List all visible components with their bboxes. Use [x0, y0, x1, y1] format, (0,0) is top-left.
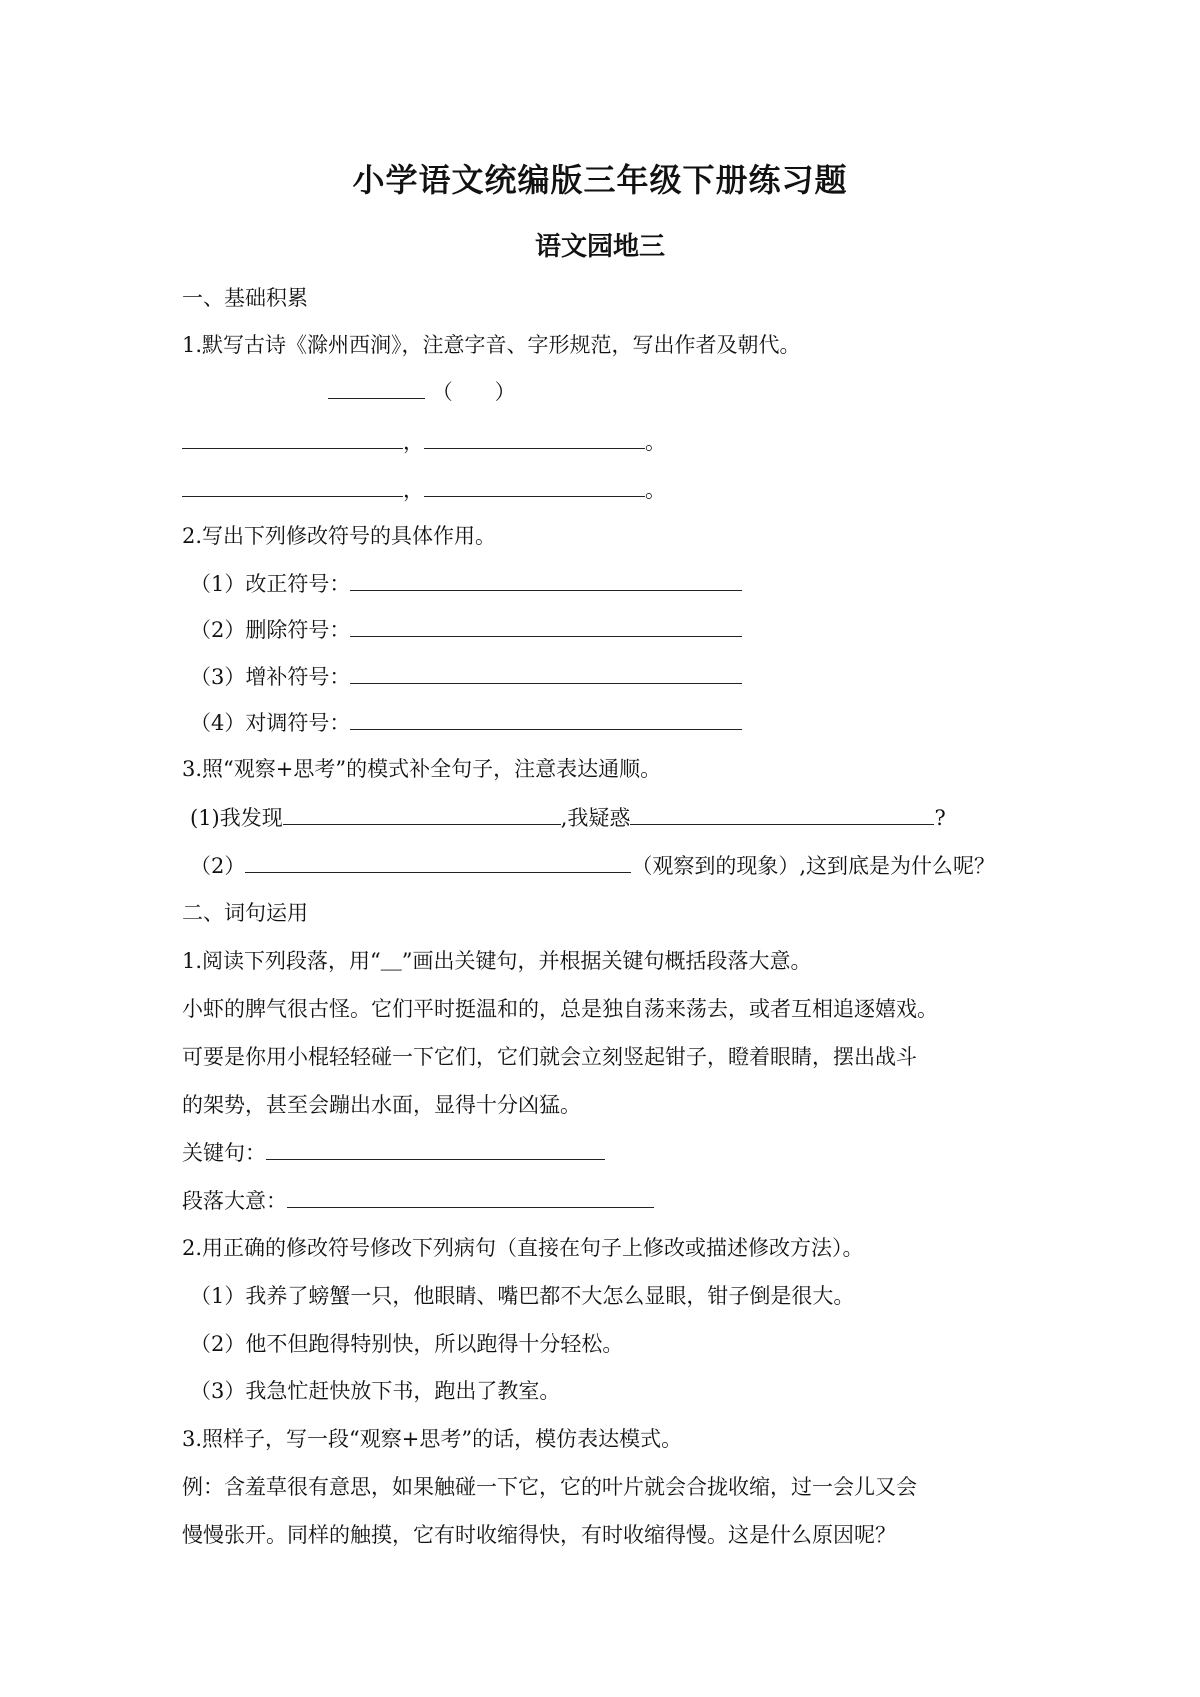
- observe-item-2: [190, 850, 995, 881]
- key-sentence-blank[interactable]: [266, 1137, 605, 1160]
- symbol-item: [190, 614, 742, 645]
- section2-q2-prompt: 2.用正确的修改符号修改下列病句（直接在句子上修改或描述修改方法）。: [182, 1236, 864, 1260]
- page-title: 小学语文统编版三年级下册练习题: [352, 161, 848, 199]
- poem-period: 。: [645, 478, 666, 502]
- answer-blank[interactable]: [630, 802, 934, 825]
- faulty-sentence[interactable]: （1）我养了螃蟹一只，他眼睛、嘴巴都不大怎么显眼，钳子倒是很大。: [190, 1284, 855, 1308]
- main-idea-blank[interactable]: [287, 1185, 654, 1208]
- symbol-item: [190, 707, 742, 738]
- observe-question-mark: ?: [934, 806, 946, 830]
- poem-author-paren: （ ）: [431, 380, 516, 404]
- observe-label: （观察到的现象）,这到底是为什么呢？: [631, 854, 996, 878]
- key-sentence-label: 关键句：: [182, 1141, 266, 1165]
- passage-line: 可要是你用小棍轻轻碰一下它们，它们就会立刻竖起钳子，瞪着眼睛，摆出战斗: [182, 1045, 917, 1069]
- symbol-item: [190, 568, 742, 599]
- page-subtitle: 语文园地三: [534, 232, 665, 262]
- answer-blank[interactable]: [245, 850, 631, 873]
- symbol-item-label: （2）删除符号：: [190, 618, 351, 642]
- observe-item-1: [190, 802, 946, 833]
- section2-q3-prompt: 3.照样子，写一段“观察+思考”的话，模仿表达模式。: [182, 1427, 683, 1451]
- poem-comma: ，: [403, 478, 424, 502]
- symbol-item-label: （3）增补符号：: [190, 665, 351, 689]
- poem-blank[interactable]: [182, 474, 403, 497]
- example-line: 例：含羞草很有意思，如果触碰一下它，它的叶片就会合拢收缩，过一会儿又会: [182, 1475, 917, 1499]
- observe-label: ,我疑惑: [560, 806, 631, 830]
- poem-period: 。: [645, 430, 666, 454]
- passage-line: 的架势，甚至会蹦出水面，显得十分凶猛。: [182, 1093, 581, 1117]
- poem-blank[interactable]: [182, 426, 403, 449]
- observe-label: （2）: [190, 854, 246, 878]
- poem-blank[interactable]: [424, 474, 645, 497]
- poem-title-author-row: [328, 376, 516, 407]
- answer-blank[interactable]: [350, 707, 742, 730]
- poem-blank[interactable]: [424, 426, 645, 449]
- example-line: 慢慢张开。同样的触摸，它有时收缩得快，有时收缩得慢。这是什么原因呢？: [182, 1523, 896, 1547]
- main-idea-label: 段落大意：: [182, 1189, 287, 1213]
- poem-line-row: [182, 426, 666, 457]
- answer-blank[interactable]: [350, 661, 742, 684]
- section1-q2-prompt: 2.写出下列修改符号的具体作用。: [182, 524, 497, 548]
- poem-title-blank[interactable]: [328, 376, 425, 399]
- answer-blank[interactable]: [283, 802, 561, 825]
- key-sentence-row: [182, 1137, 605, 1168]
- section1-q3-prompt: 3.照“观察+思考”的模式补全句子，注意表达通顺。: [182, 757, 662, 781]
- section2-heading: 二、词句运用: [182, 901, 308, 925]
- section1-heading: 一、基础积累: [182, 286, 308, 310]
- section2-q1-prompt: 1.阅读下列段落，用“＿”画出关键句，并根据关键句概括段落大意。: [182, 949, 812, 973]
- symbol-item: [190, 661, 742, 692]
- poem-comma: ，: [403, 430, 424, 454]
- answer-blank[interactable]: [350, 614, 742, 637]
- answer-blank[interactable]: [350, 568, 742, 591]
- observe-label: (1)我发现: [190, 806, 283, 830]
- faulty-sentence[interactable]: （3）我急忙赶快放下书，跑出了教室。: [190, 1379, 561, 1403]
- poem-line-row: [182, 474, 666, 505]
- symbol-item-label: （1）改正符号：: [190, 572, 351, 596]
- faulty-sentence[interactable]: （2）他不但跑得特别快，所以跑得十分轻松。: [190, 1332, 624, 1356]
- symbol-item-label: （4）对调符号：: [190, 711, 351, 735]
- main-idea-row: [182, 1185, 654, 1216]
- section1-q1-prompt: 1.默写古诗《滁州西涧》，注意字音、字形规范，写出作者及朝代。: [182, 333, 801, 357]
- passage-line: 小虾的脾气很古怪。它们平时挺温和的，总是独自荡来荡去，或者互相追逐嬉戏。: [182, 997, 938, 1021]
